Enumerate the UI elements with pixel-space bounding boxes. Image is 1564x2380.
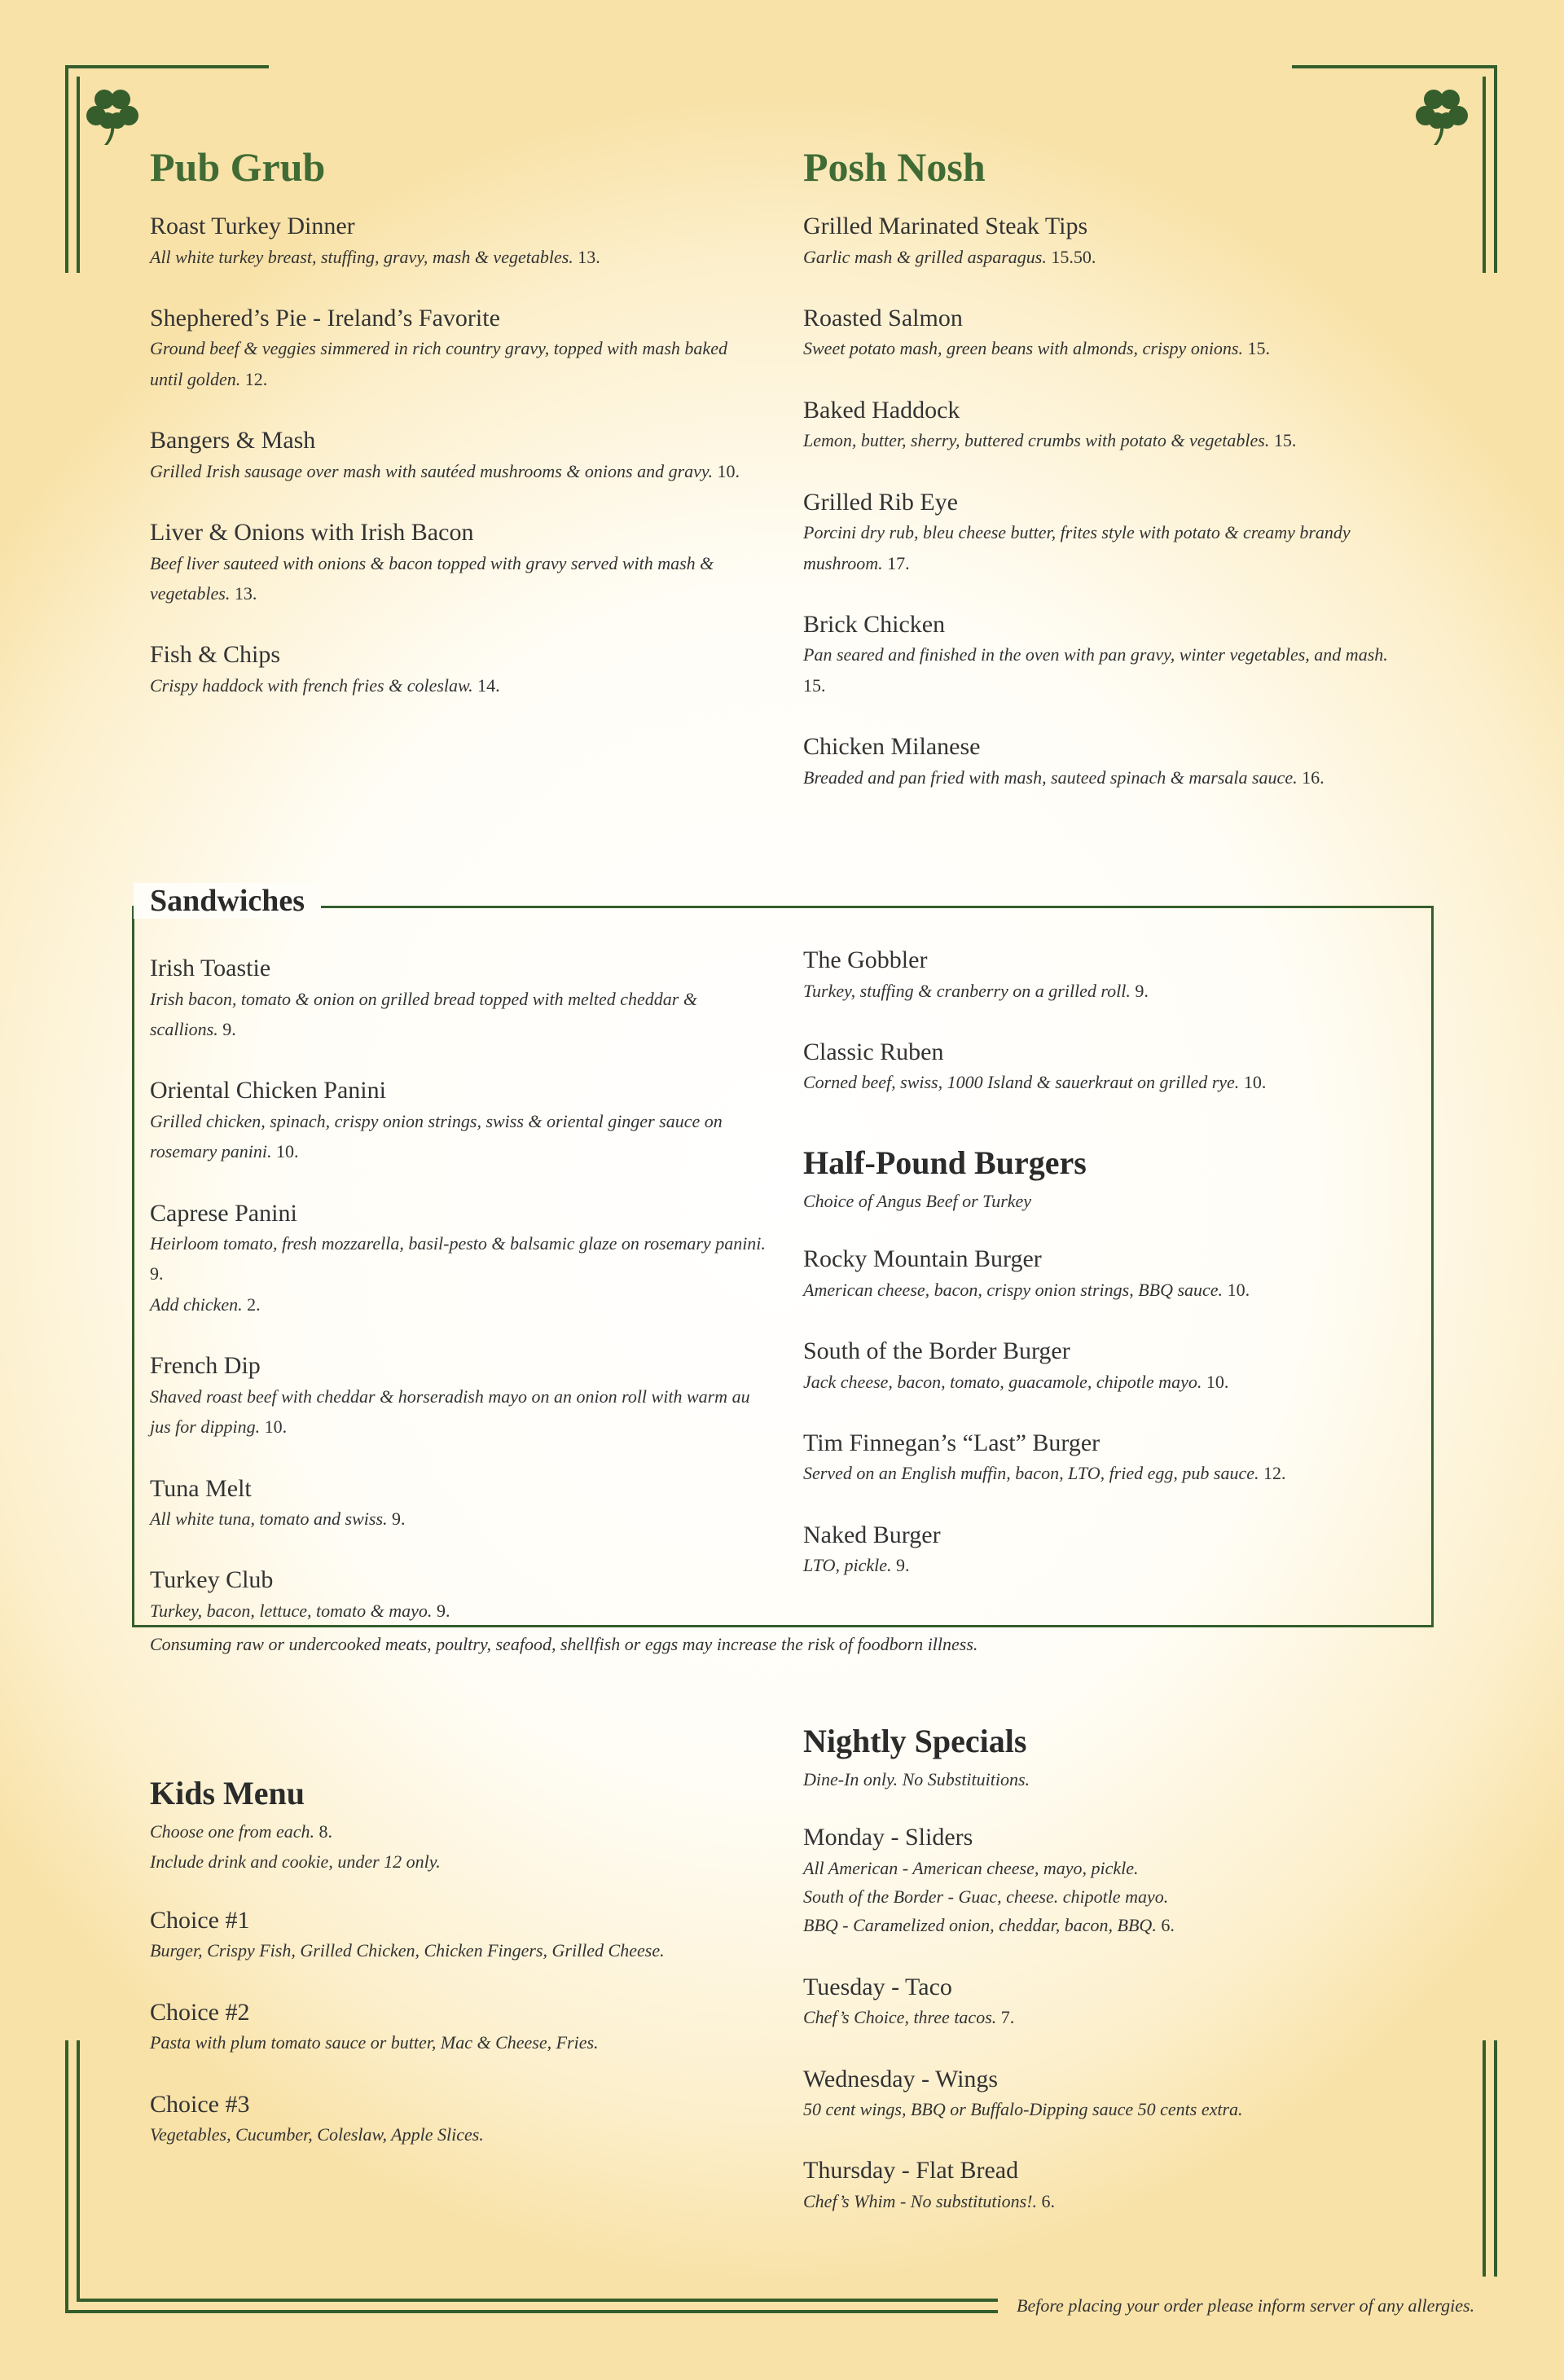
item-price: 6. xyxy=(1161,1915,1175,1936)
item-price: 15. xyxy=(1247,338,1270,359)
menu-item xyxy=(803,1244,1406,1305)
menu-item xyxy=(803,1520,1406,1581)
item-desc: Garlic mash & grilled asparagus. xyxy=(803,246,1047,267)
item-price: 9. xyxy=(392,1508,406,1530)
item-desc: Corned beef, swiss, 1000 Island & sauerkraut on grilled rye. xyxy=(803,1072,1240,1093)
menu-item xyxy=(150,2089,769,2150)
item-desc: Grilled chicken, spinach, crispy onion strings, swiss & oriental ginger sauce on rosemary panini. xyxy=(150,1110,723,1162)
menu-item xyxy=(150,1905,769,1966)
item-name: Tuesday - Taco xyxy=(803,1973,952,2000)
item-desc: Turkey, stuffing & cranberry on a grilled roll. xyxy=(803,980,1131,1001)
item-name: South of the Border Burger xyxy=(803,1337,1070,1365)
item-name: Brick Chicken xyxy=(803,610,946,638)
item-price: 10. xyxy=(1206,1371,1229,1392)
item-price: 10. xyxy=(1227,1279,1250,1300)
item-name: Fish & Chips xyxy=(150,641,281,669)
menu-item xyxy=(803,1428,1406,1489)
item-desc: Vegetables, Cucumber, Coleslaw, Apple Slices. xyxy=(150,2124,484,2145)
menu-item xyxy=(150,953,769,1044)
item-desc: 50 cent wings, BBQ or Buffalo-Dipping sauce 50 cents extra. xyxy=(803,2099,1243,2120)
menu-item xyxy=(803,1336,1406,1397)
item-name: Rocky Mountain Burger xyxy=(803,1245,1042,1273)
item-desc: Turkey, bacon, lettuce, tomato & mayo. xyxy=(150,1600,433,1621)
menu-item xyxy=(803,609,1406,700)
item-price: 17. xyxy=(887,552,910,573)
pub-grub-section xyxy=(150,145,753,731)
sandwiches-left-column xyxy=(150,953,769,1657)
menu-item xyxy=(803,731,1406,793)
item-price: 10. xyxy=(264,1416,288,1438)
item-desc: Shaved roast beef with cheddar & horseradish mayo on an onion roll with warm au jus for dipping. xyxy=(150,1385,750,1438)
allergy-note: Before placing your order please inform server of any allergies. xyxy=(1017,2295,1475,2316)
menu-item xyxy=(150,303,753,394)
item-desc: BBQ - Caramelized onion, cheddar, bacon, BBQ. xyxy=(803,1915,1157,1936)
item-price: 8. xyxy=(319,1821,333,1842)
item-price: 10. xyxy=(276,1141,299,1162)
menu-item xyxy=(150,1075,769,1166)
kids-note: Include drink and cookie, under 12 only. xyxy=(150,1851,441,1873)
item-name: Turkey Club xyxy=(150,1566,274,1594)
item-name: Bangers & Mash xyxy=(150,427,316,454)
item-price: 2. xyxy=(247,1293,261,1315)
item-name: Naked Burger xyxy=(803,1521,941,1548)
item-desc: Lemon, butter, sherry, buttered crumbs with potato & vegetables. xyxy=(803,430,1270,451)
item-extra: Add chicken. xyxy=(150,1293,243,1315)
shamrock-icon xyxy=(80,81,145,147)
item-name: Irish Toastie xyxy=(150,955,271,981)
item-name: Grilled Marinated Steak Tips xyxy=(803,213,1088,239)
sandwiches-right-column xyxy=(803,945,1406,1612)
item-desc: Heirloom tomato, fresh mozzarella, basil-pesto & balsamic glaze on rosemary panini. xyxy=(150,1233,766,1254)
item-name: Oriental Chicken Panini xyxy=(150,1077,386,1104)
item-price: 13. xyxy=(578,246,600,267)
item-name: Caprese Panini xyxy=(150,1199,297,1227)
item-price: 9. xyxy=(150,1263,164,1284)
posh-nosh-section xyxy=(803,145,1406,823)
menu-item xyxy=(803,487,1406,578)
item-desc: Sweet potato mash, green beans with almonds, crispy onions. xyxy=(803,338,1243,359)
item-name: Wednesday - Wings xyxy=(803,2065,999,2092)
section-title: Nightly Specials xyxy=(803,1723,1027,1759)
item-price: 10. xyxy=(717,460,740,481)
menu-item xyxy=(803,945,1406,1006)
item-price: 9. xyxy=(896,1555,910,1576)
menu-item xyxy=(803,1972,1422,2033)
menu-item xyxy=(803,2155,1422,2216)
item-desc: Irish bacon, tomato & onion on grilled bread topped with melted cheddar & scallions. xyxy=(150,988,697,1039)
item-desc: Pasta with plum tomato sauce or butter, Mac & Cheese, Fries. xyxy=(150,2032,599,2053)
item-price: 15.50. xyxy=(1051,246,1096,267)
item-name: Tuna Melt xyxy=(150,1474,252,1502)
item-name: French Dip xyxy=(150,1352,261,1380)
item-name: Grilled Rib Eye xyxy=(803,488,958,516)
section-title: Posh Nosh xyxy=(803,144,986,190)
item-price: 15. xyxy=(1273,430,1297,451)
item-price: 16. xyxy=(1302,766,1325,788)
item-desc: Chef’s Whim - No substitutions!. xyxy=(803,2190,1038,2211)
section-title: Sandwiches xyxy=(134,883,321,919)
item-name: The Gobbler xyxy=(803,946,928,973)
item-desc: Ground beef & veggies simmered in rich country gravy, topped with mash baked until golden. xyxy=(150,338,727,389)
item-desc: LTO, pickle. xyxy=(803,1555,892,1576)
item-name: Tim Finnegan’s “Last” Burger xyxy=(803,1429,1101,1456)
item-name: Choice #1 xyxy=(150,1906,250,1934)
item-price: 9. xyxy=(1135,980,1149,1001)
menu-item xyxy=(150,1350,769,1442)
menu-item xyxy=(803,1822,1422,1940)
item-name: Liver & Onions with Irish Bacon xyxy=(150,519,474,547)
item-name: Chicken Milanese xyxy=(803,733,981,761)
item-price: 6. xyxy=(1041,2190,1056,2211)
menu-item xyxy=(803,303,1406,364)
item-name: Choice #3 xyxy=(150,2090,250,2118)
item-price: 15. xyxy=(803,674,826,696)
menu-item xyxy=(150,1198,769,1320)
item-desc: All white tuna, tomato and swiss. xyxy=(150,1508,388,1530)
item-price: 14. xyxy=(477,674,500,696)
item-price: 12. xyxy=(1263,1463,1286,1484)
item-price: 9. xyxy=(222,1018,236,1039)
item-name: Monday - Sliders xyxy=(803,1824,973,1851)
burgers-title: Half-Pound Burgers xyxy=(803,1144,1087,1181)
item-name: Baked Haddock xyxy=(803,396,960,424)
item-desc: South of the Border - Guac, cheese. chipotle mayo. xyxy=(803,1886,1169,1908)
item-desc: Porcini dry rub, bleu cheese butter, frites style with potato & creamy brandy mushroom. xyxy=(803,522,1351,573)
menu-item xyxy=(803,1037,1406,1098)
item-desc: Pan seared and finished in the oven with pan gravy, winter vegetables, and mash. xyxy=(803,644,1388,665)
kids-note: Choose one from each. xyxy=(150,1821,315,1842)
item-name: Thursday - Flat Bread xyxy=(803,2157,1019,2185)
item-price: 13. xyxy=(234,582,257,604)
item-price: 9. xyxy=(436,1600,450,1621)
item-desc: Breaded and pan fried with mash, sauteed spinach & marsala sauce. xyxy=(803,766,1298,788)
item-name: Shephered’s Pie - Ireland’s Favorite xyxy=(150,304,500,332)
burgers-note: Choice of Angus Beef or Turkey xyxy=(803,1190,1032,1211)
item-desc: All white turkey breast, stuffing, gravy, mash & vegetables. xyxy=(150,246,573,267)
item-desc: All American - American cheese, mayo, pickle. xyxy=(803,1857,1139,1878)
menu-item xyxy=(150,425,753,486)
kids-menu-section xyxy=(150,1776,769,2180)
menu-item xyxy=(150,1997,769,2058)
item-desc: Chef’s Choice, three tacos. xyxy=(803,2007,997,2028)
menu-item xyxy=(150,639,753,700)
item-name: Choice #2 xyxy=(150,1998,250,2026)
nightly-specials-section xyxy=(803,1724,1422,2247)
item-desc: American cheese, bacon, crispy onion strings, BBQ sauce. xyxy=(803,1279,1224,1300)
item-name: Roast Turkey Dinner xyxy=(150,213,355,239)
raw-food-warning: Consuming raw or undercooked meats, poultry, seafood, shellfish or eggs may increase the risk of foodborn illness. xyxy=(150,1634,978,1654)
item-price: 10. xyxy=(1243,1072,1267,1093)
item-desc: Burger, Crispy Fish, Grilled Chicken, Chicken Fingers, Grilled Cheese. xyxy=(150,1940,665,1961)
item-desc: Grilled Irish sausage over mash with sautéed mushrooms & onions and gravy. xyxy=(150,460,713,481)
menu-item xyxy=(803,2064,1422,2125)
menu-item xyxy=(803,395,1406,456)
item-desc: Served on an English muffin, bacon, LTO, fried egg, pub sauce. xyxy=(803,1463,1259,1484)
menu-item xyxy=(150,211,753,272)
item-desc: Crispy haddock with french fries & coleslaw. xyxy=(150,674,473,696)
section-title: Pub Grub xyxy=(150,144,326,190)
section-title: Kids Menu xyxy=(150,1775,305,1811)
item-price: 12. xyxy=(244,368,268,389)
specials-note: Dine-In only. No Substituitions. xyxy=(803,1769,1030,1789)
shamrock-icon xyxy=(1409,81,1474,147)
item-desc: Beef liver sauteed with onions & bacon topped with gravy served with mash & vegetables. xyxy=(150,552,714,604)
item-name: Classic Ruben xyxy=(803,1038,944,1065)
menu-item xyxy=(803,211,1406,272)
item-desc: Jack cheese, bacon, tomato, guacamole, chipotle mayo. xyxy=(803,1371,1202,1392)
menu-item xyxy=(150,517,753,608)
menu-item xyxy=(150,1565,769,1626)
item-name: Roasted Salmon xyxy=(803,304,963,332)
item-price: 7. xyxy=(1000,2007,1015,2028)
menu-item xyxy=(150,1473,769,1535)
